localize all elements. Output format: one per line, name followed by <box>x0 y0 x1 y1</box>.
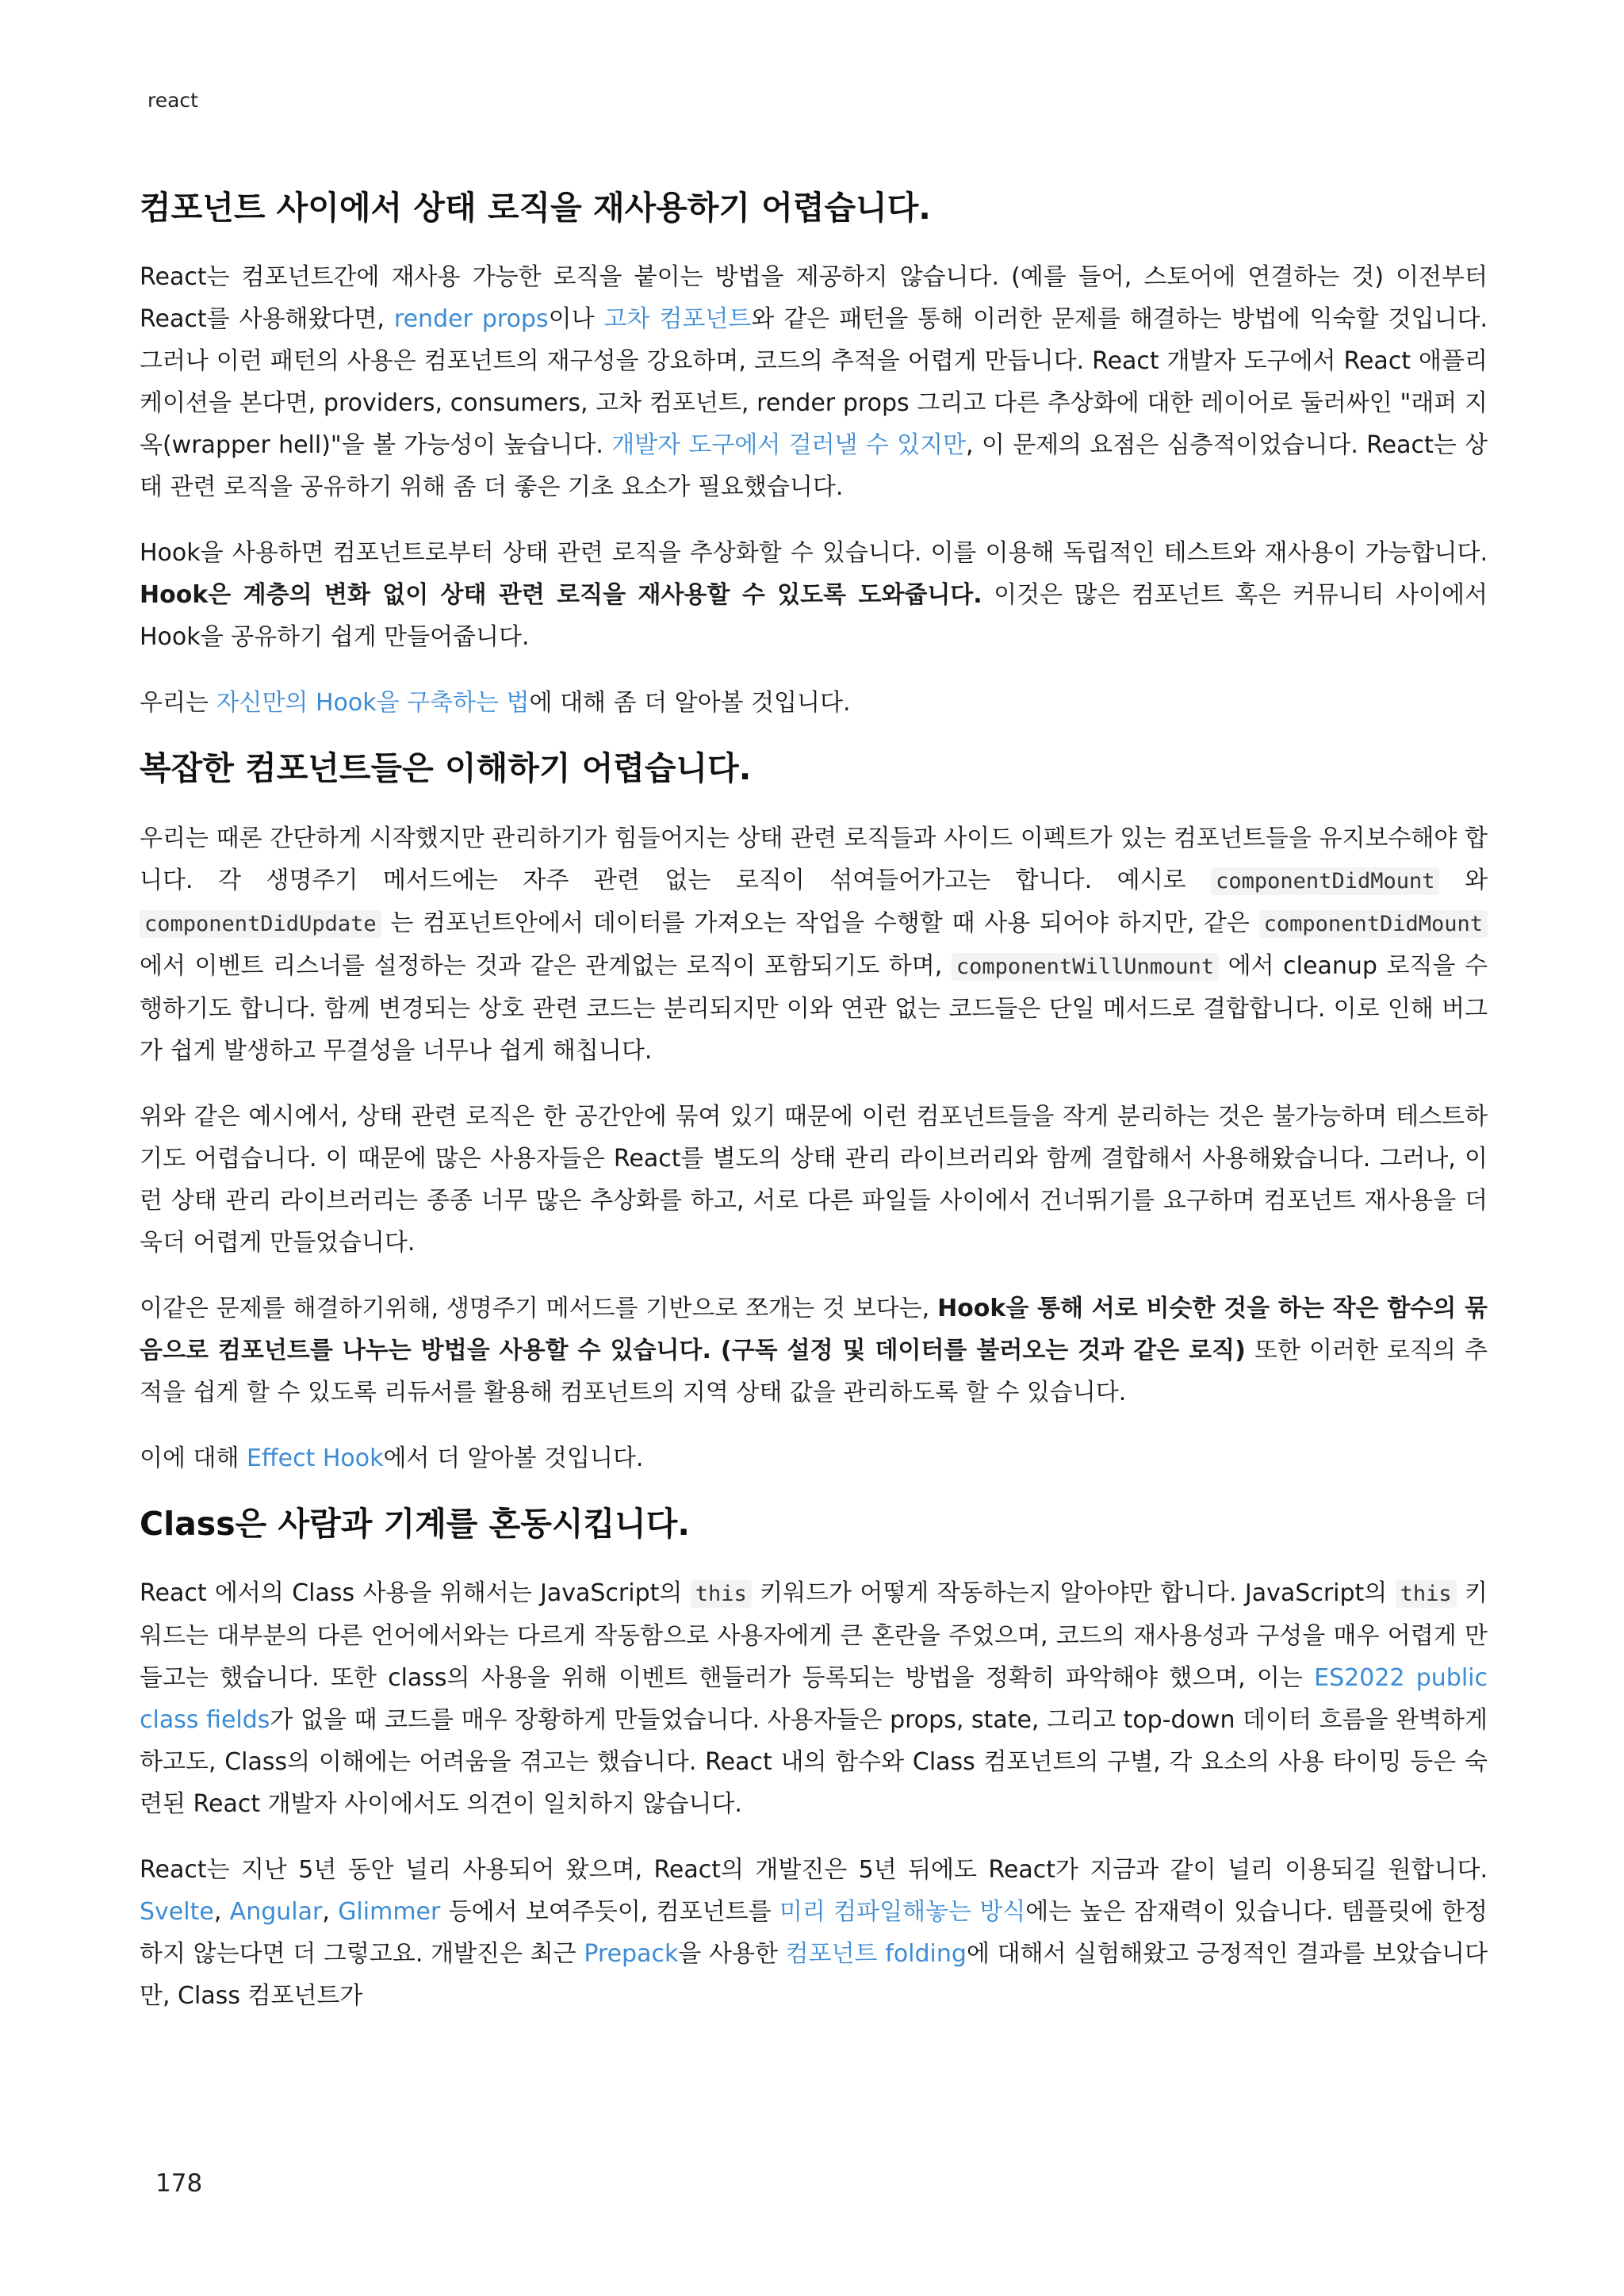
inline-link[interactable]: Angular <box>229 1897 323 1926</box>
text-run: 키워드는 대부분의 다른 언어에서와는 다르게 작동함으로 사용자에게 큰 혼란을 주었으며, 코드의 재사용성과 구성을 매우 어렵게 만들고는 했습니다. 또한 class의 사용을 위해 이벤트 핸들러가 등록되는 방법을 정확히 파악해야 했으며, 이는 <box>140 1578 1488 1692</box>
text-run: 에는 높은 잠재력이 있습니다. 템플릿에 한정하지 않는다면 더 그렇고요. 개발진은 최근 <box>140 1897 1488 1968</box>
inline-link[interactable]: 자신만의 Hook을 구축하는 법 <box>216 689 530 718</box>
inline-code: componentDidMount <box>1211 867 1439 895</box>
text-run: 을 사용한 <box>678 1939 786 1968</box>
inline-code: componentWillUnmount <box>952 953 1219 981</box>
text-run: React 에서의 Class 사용을 위해서는 JavaScript의 <box>140 1578 691 1607</box>
text-run: React는 컴포넌트간에 재사용 가능한 로직을 붙이는 방법을 제공하지 않습니다. (예를 들어, 스토어에 연결하는 것) 이전부터 React를 사용해왔다면, <box>140 263 1488 334</box>
text-run: 우리는 <box>140 689 216 718</box>
text-run: 또한 이러한 로직의 추적을 쉽게 할 수 있도록 리듀서를 활용해 컴포넌트의 지역 상태 값을 관리하도록 할 수 있습니다. <box>140 1336 1488 1406</box>
inline-link[interactable]: Svelte <box>140 1897 214 1926</box>
paragraph <box>140 1437 1488 1479</box>
text-run: 이에 대해 <box>140 1444 247 1472</box>
text-run: 에 대해 좀 더 알아볼 것입니다. <box>529 689 851 718</box>
text-run: 우리는 때론 간단하게 시작했지만 관리하기가 힘들어지는 상태 관련 로직들과 사이드 이펙트가 있는 컴포넌트들을 유지보수해야 합니다. 각 생명주기 메서드에는 자주 관련 없는 로직이 섞여들어가고는 합니다. 예시로 <box>140 824 1488 894</box>
text-run: 이같은 문제를 해결하기위해, 생명주기 메서드를 기반으로 쪼개는 것 보다는, <box>140 1294 938 1322</box>
inline-link[interactable]: ES2022 public class fields <box>140 1663 1488 1734</box>
paragraph <box>140 256 1488 508</box>
section-heading: Class은 사람과 기계를 혼동시킵니다. <box>140 1504 690 1543</box>
paragraph <box>140 1849 1488 2017</box>
bold-text: Hook을 통해 서로 비슷한 것을 하는 작은 함수의 묶음으로 컴포넌트를 나누는 방법을 사용할 수 있습니다. (구독 설정 및 데이터를 불러오는 것과 같은 로직) <box>140 1294 1488 1364</box>
paragraph <box>140 817 1488 1072</box>
paragraph <box>140 682 1488 724</box>
text-run: 등에서 보여주듯이, 컴포넌트를 <box>440 1897 779 1926</box>
page-number: 178 <box>155 2169 203 2198</box>
inline-link[interactable]: Prepack <box>584 1939 679 1968</box>
inline-link[interactable]: Glimmer <box>338 1897 441 1926</box>
inline-code: componentDidMount <box>1259 910 1488 938</box>
text-run: 와 같은 패턴을 통해 이러한 문제를 해결하는 방법에 익숙할 것입니다. 그러나 이런 패턴의 사용은 컴포넌트의 재구성을 강요하며, 코드의 추적을 어렵게 만듭니다. React 개발자 도구에서 React 애플리케이션을 본다면, providers, consumers, 고차 컴포넌트, render props 그리고 다른 추상화에 대한 레이어로 둘러싸인 "래퍼 지옥(wrapper hell)"을 볼 가능성이 높습니다. <box>140 305 1488 460</box>
text-run: Hook을 사용하면 컴포넌트로부터 상태 관련 로직을 추상화할 수 있습니다. 이를 이용해 독립적인 테스트와 재사용이 가능합니다. <box>140 539 1488 568</box>
paragraph <box>140 1096 1488 1264</box>
text-run: , 이 문제의 요점은 심층적이었습니다. React는 상태 관련 로직을 공유하기 위해 좀 더 좋은 기초 요소가 필요했습니다. <box>140 431 1488 502</box>
running-header: react <box>147 89 198 112</box>
text-run: 위와 같은 예시에서, 상태 관련 로직은 한 공간안에 묶여 있기 때문에 이런 컴포넌트들을 작게 분리하는 것은 불가능하며 테스트하기도 어렵습니다. 이 때문에 많은 사용자들은 React를 별도의 상태 관리 라이브러리와 함께 결합해서 사용해왔습니다. 그러나, 이런 상태 관리 라이브러리는 종종 너무 많은 추상화를 하고, 서로 다른 파일들 사이에서 건너뛰기를 요구하며 컴포넌트 재사용을 더욱더 어렵게 만들었습니다. <box>140 1102 1488 1257</box>
paragraph <box>140 1572 1488 1825</box>
paragraph <box>140 532 1488 658</box>
text-run: 에서 더 알아볼 것입니다. <box>383 1444 644 1472</box>
section-heading: 복잡한 컴포넌트들은 이해하기 어렵습니다. <box>140 749 752 788</box>
paragraph <box>140 1288 1488 1414</box>
inline-link[interactable]: render props <box>393 305 549 334</box>
text-run: 에서 cleanup 로직을 수행하기도 합니다. 함께 변경되는 상호 관련 코드는 분리되지만 이와 연관 없는 코드들은 단일 메서드로 결합합니다. 이로 인해 버그가 쉽게 발생하고 무결성을 너무나 쉽게 해칩니다. <box>140 951 1488 1065</box>
text-run: 에 대해서 실험해왔고 긍정적인 결과를 보았습니다만, Class 컴포넌트가 <box>140 1939 1488 2010</box>
text-run: 이것은 많은 컴포넌트 혹은 커뮤니티 사이에서 Hook을 공유하기 쉽게 만들어줍니다. <box>140 581 1488 652</box>
text-run: 와 <box>1439 866 1488 894</box>
inline-code: componentDidUpdate <box>140 910 381 938</box>
bold-text: Hook은 계층의 변화 없이 상태 관련 로직을 재사용할 수 있도록 도와줍니다. <box>140 581 982 610</box>
inline-link[interactable]: 고차 컴포넌트 <box>603 305 752 334</box>
inline-code: this <box>1396 1580 1457 1608</box>
inline-code: this <box>691 1580 752 1608</box>
text-run: React는 지난 5년 동안 널리 사용되어 왔으며, React의 개발진은 5년 뒤에도 React가 지금과 같이 널리 이용되길 원합니다. <box>140 1855 1488 1884</box>
text-run: , <box>322 1897 339 1926</box>
text-run: 에서 이벤트 리스너를 설정하는 것과 같은 관계없는 로직이 포함되기도 하며, <box>140 951 952 980</box>
text-run: 이나 <box>548 305 604 334</box>
document-content <box>140 187 1488 2041</box>
inline-link[interactable]: 개발자 도구에서 걸러낼 수 있지만 <box>611 431 967 460</box>
text-run: , <box>213 1897 230 1926</box>
section-heading: 컴포넌트 사이에서 상태 로직을 재사용하기 어렵습니다. <box>140 189 931 227</box>
inline-link[interactable]: 컴포넌트 folding <box>785 1939 967 1968</box>
text-run: 가 없을 때 코드를 매우 장황하게 만들었습니다. 사용자들은 props, state, 그리고 top-down 데이터 흐름을 완벽하게 하고도, Class의 이해에는 어려움을 겪고는 했습니다. React 내의 함수와 Class 컴포넌트의 구별, 각 요소의 사용 타이밍 등은 숙련된 React 개발자 사이에서도 의견이 일치하지 않습니다. <box>140 1705 1488 1818</box>
inline-link[interactable]: Effect Hook <box>247 1444 384 1472</box>
inline-link[interactable]: 미리 컴파일해놓는 방식 <box>779 1897 1026 1926</box>
text-run: 키워드가 어떻게 작동하는지 알아야만 합니다. JavaScript의 <box>751 1578 1396 1607</box>
text-run: 는 컴포넌트안에서 데이터를 가져오는 작업을 수행할 때 사용 되어야 하지만, 같은 <box>381 909 1259 937</box>
